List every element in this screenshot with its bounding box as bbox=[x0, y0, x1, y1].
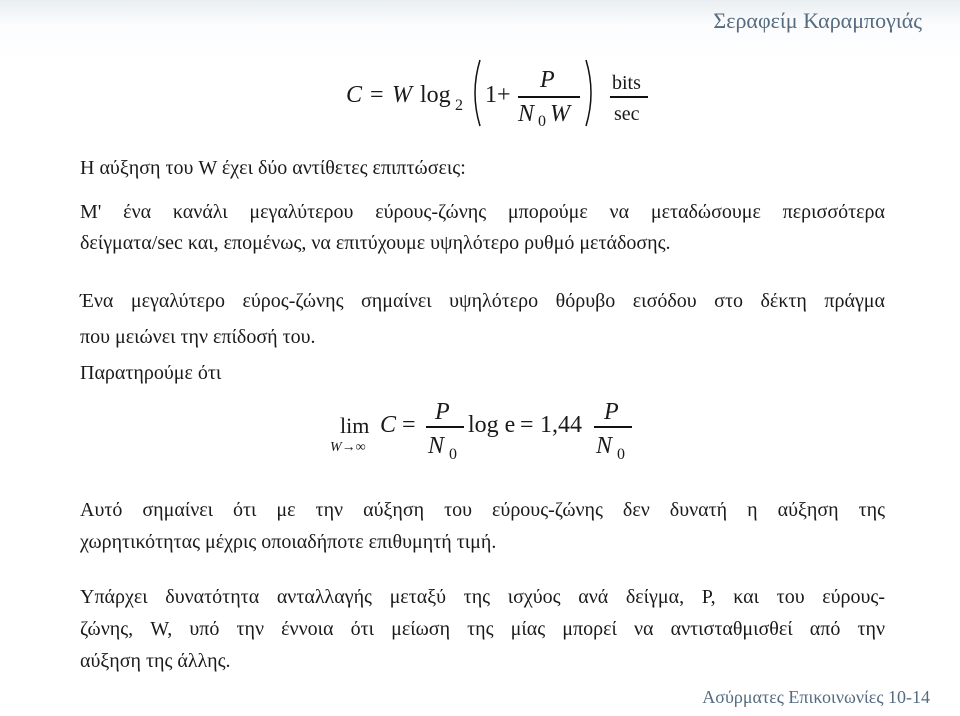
paragraph-meaning-line2: χωρητικότητας μέχρις οποιαδήποτε επιθυμητή τιμή. bbox=[80, 531, 497, 553]
lim-c: C bbox=[380, 412, 397, 438]
lim-value: 1,44 bbox=[540, 412, 582, 438]
formula-c: C bbox=[346, 82, 363, 108]
formula-one-plus: 1+ bbox=[485, 82, 511, 108]
lim-fraction-bar bbox=[426, 426, 464, 428]
units-denominator: sec bbox=[614, 103, 640, 125]
paragraph-observe: Παρατηρούμε ότι bbox=[80, 362, 222, 384]
lim-p: P bbox=[435, 399, 450, 425]
units-numerator: bits bbox=[612, 72, 641, 94]
lim-n-subscript-2: 0 bbox=[617, 446, 625, 463]
left-paren bbox=[468, 58, 482, 128]
formula-w-denominator: W bbox=[550, 101, 570, 127]
formula-p: P bbox=[540, 67, 555, 93]
paragraph-intro: Η αύξηση του W έχει δύο αντίθετες επιπτώσεις: bbox=[80, 157, 466, 179]
footer-page-label: Ασύρματες Επικοινωνίες 10-14 bbox=[702, 687, 930, 707]
formula-log: log bbox=[420, 82, 451, 108]
paragraph-tradeoff-line2: ζώνης, W, υπό την έννοια ότι μείωση της μίας μπορεί να αντισταθμισθεί από την bbox=[80, 618, 885, 640]
log-e: log e bbox=[468, 412, 516, 438]
paragraph-tradeoff-line1: Υπάρχει δυνατότητα ανταλλαγής μεταξύ της ισχύος ανά δείγμα, P, και του εύρους- bbox=[80, 586, 885, 608]
lim-n-subscript: 0 bbox=[449, 446, 457, 463]
lim-p-2: P bbox=[604, 399, 619, 425]
lim-text: lim bbox=[340, 413, 370, 438]
formula-n-subscript: 0 bbox=[538, 113, 546, 130]
paragraph-noise-line2: που μειώνει την επίδοσή του. bbox=[80, 326, 316, 348]
formula-log-base: 2 bbox=[455, 97, 463, 114]
paragraph-meaning-line1: Αυτό σημαίνει ότι με την αύξηση του εύρους-ζώνης δεν δυνατή η αύξηση της bbox=[80, 499, 885, 521]
fraction-bar bbox=[518, 96, 580, 98]
lim-subscript: W→∞ bbox=[330, 440, 366, 455]
header-author: Σεραφείμ Καραμπογιάς bbox=[713, 8, 922, 33]
formula-w: W bbox=[392, 82, 412, 108]
paragraph-tradeoff-line3: αύξηση της άλλης. bbox=[80, 650, 231, 672]
lim-n-2: N bbox=[596, 433, 613, 459]
lim-equals-2: = bbox=[520, 412, 534, 438]
lim-fraction-bar-2 bbox=[594, 426, 632, 428]
paragraph-advantage-line2: δείγματα/sec και, επομένως, να επιτύχουμε υψηλότερο ρυθμό μετάδοσης. bbox=[80, 232, 671, 254]
paragraph-noise-line1: Ένα μεγαλύτερο εύρος-ζώνης σημαίνει υψηλότερο θόρυβο εισόδου στο δέκτη πράγμα bbox=[80, 290, 885, 312]
right-paren bbox=[584, 58, 598, 128]
units-bar bbox=[610, 96, 648, 98]
paragraph-advantage-line1: Μ' ένα κανάλι μεγαλύτερου εύρους-ζώνης μπορούμε να μεταδώσουμε περισσότερα bbox=[80, 201, 885, 223]
lim-equals: = bbox=[402, 412, 416, 438]
formula-equals: = bbox=[370, 82, 384, 108]
lim-n: N bbox=[428, 433, 445, 459]
formula-n: N bbox=[518, 101, 535, 127]
